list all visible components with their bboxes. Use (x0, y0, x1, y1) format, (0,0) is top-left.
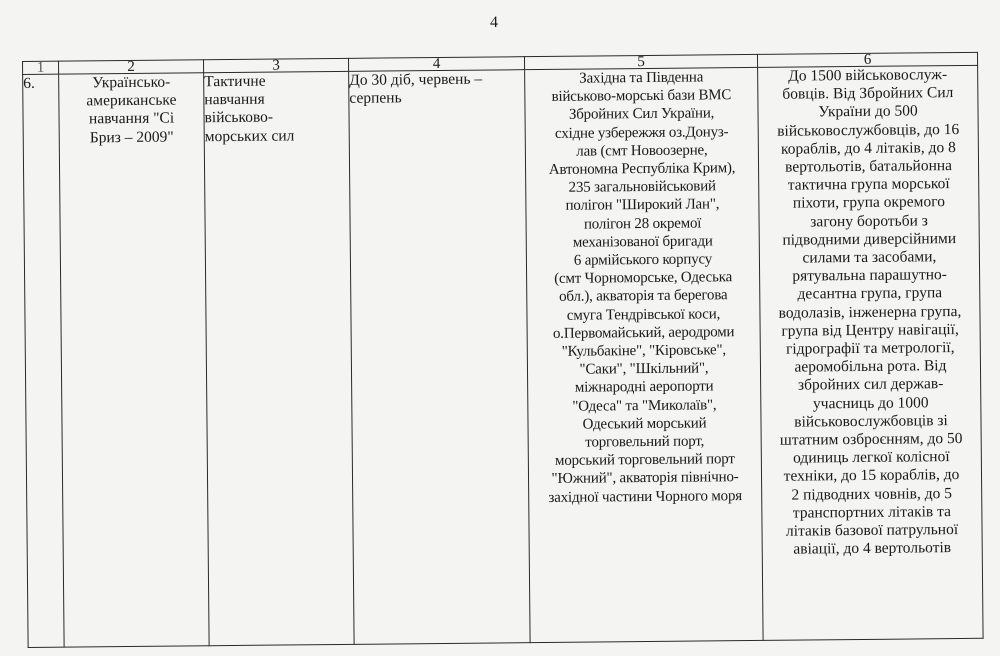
column-number-1: 1 (23, 61, 59, 74)
column-number-6: 6 (757, 52, 977, 67)
column-number-3: 3 (203, 58, 348, 72)
column-number-2: 2 (59, 60, 204, 74)
page-number: 4 (490, 14, 498, 31)
exercises-table (22, 52, 984, 648)
exercise-name: Українсько- американське навчання "Сі Бриз – 2009" (59, 73, 209, 647)
exercise-type: Тактичне навчання військово- морських сил (204, 71, 354, 645)
exercise-location: Західна та Південна військово-морські бази ВМС Збройних Сил України, східне узбережжя оз.Донуз- лав (смт Новоозерне, Автономна Республіка Крим), 235 загальновійськовий полігон "Широкий Лан", полігон 28 окремої механізованої бригади 6 армійського корпусу (смт Чорноморське, Одеська обл.), акваторія та берегова смуга Тендрівської коси, о.Первомайський, аеродроми "Кульбакіне", "Кіровське", "Саки", "Шкільний", міжнародні аеропорти "Одеса" та "Миколаїв", Одеський морський торговельний порт, морський торговельний порт "Южний", акваторія північно- західної частини Чорного моря (525, 67, 763, 642)
table-row (23, 65, 983, 647)
exercise-period: До 30 діб, червень – серпень (349, 70, 530, 645)
row-number: 6. (23, 74, 64, 647)
exercise-forces: До 1500 військовослуж- бовців. Від Збройних Сил України до 500 військовослужбовців, до 16 кораблів, до 4 літаків, до 8 вертольотів, батальйонна тактична група морської піхоти, група окремого загону боротьби з підводними диверсійними силами та засобами, рятувальна парашутно- десантна група, група водолазів, інженерна група, група від Центру навігації, гідрографії та метрології, аеромобільна рота. Від збройних сил держав- учасниць до 1000 військовослужбовців зі штатним озброєнням, до 50 одиниць легкої колісної техніки, до 15 кораблів, до 2 підводних човнів, до 5 транспортних літаків та літаків базової патрульної авіації, до 4 вертольотів (758, 65, 983, 640)
column-number-4: 4 (348, 57, 524, 72)
column-number-5: 5 (524, 54, 757, 69)
